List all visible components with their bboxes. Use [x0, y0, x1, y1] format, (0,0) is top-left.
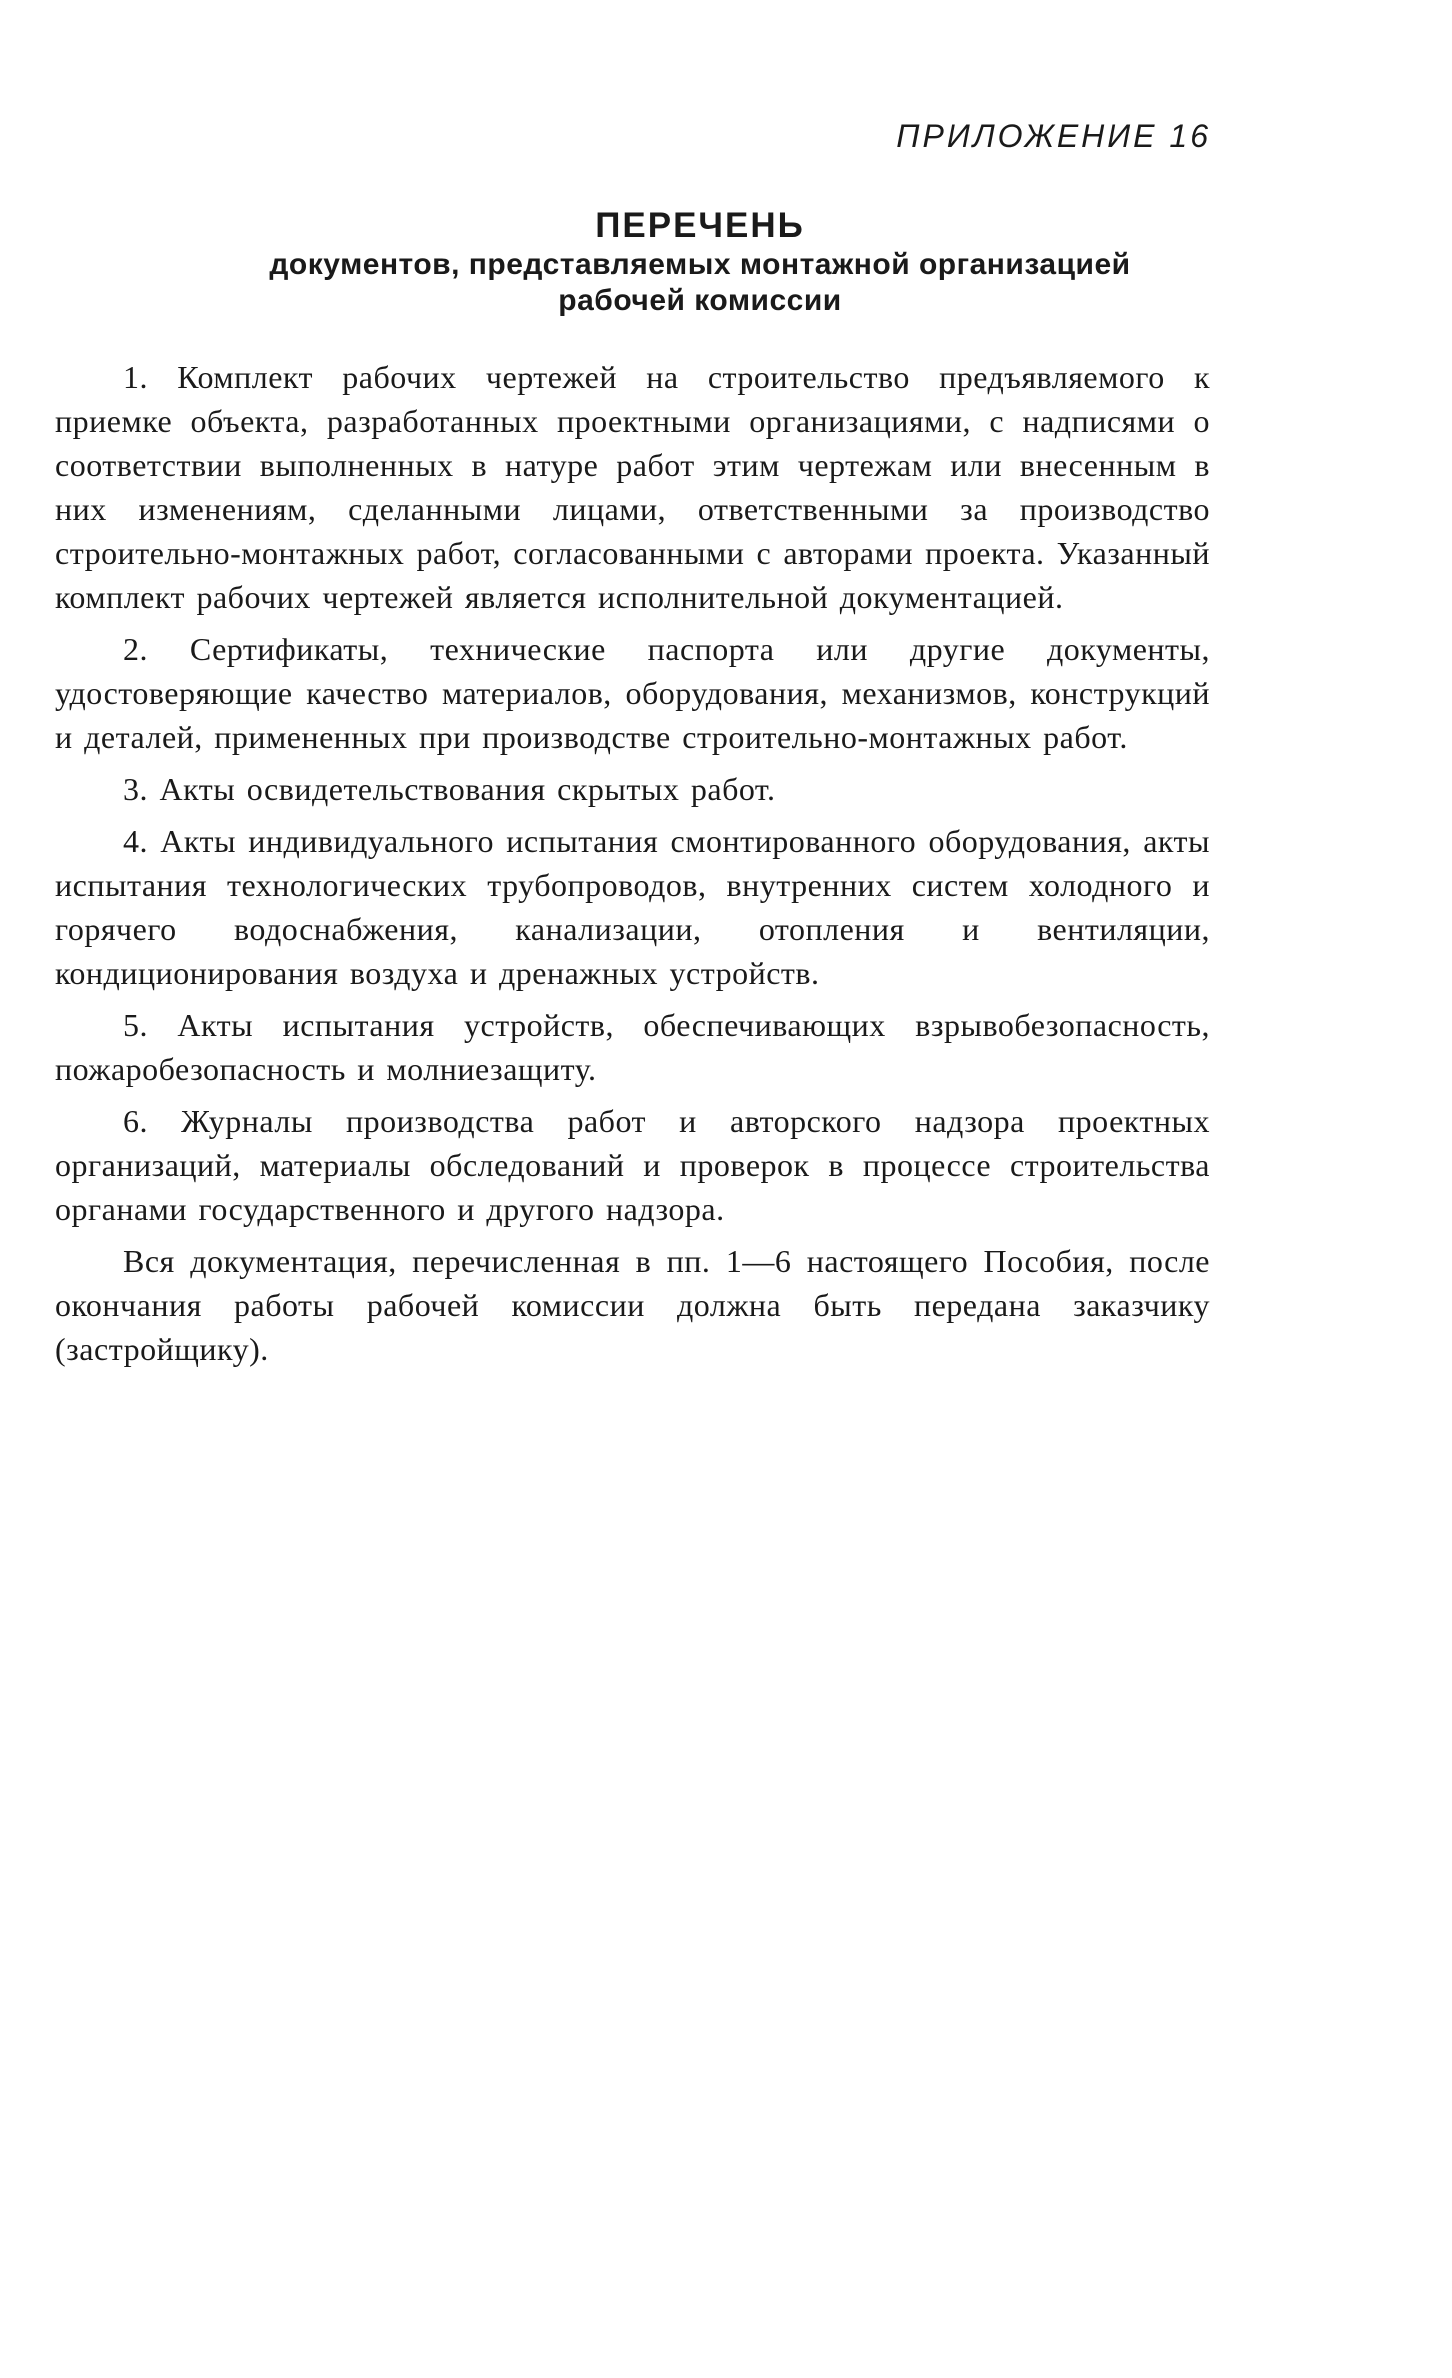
document-subtitle-line-1: документов, представляемых монтажной организацией: [269, 248, 1131, 281]
paragraph-item-4: 4. Акты индивидуального испытания смонтированного оборудования, акты испытания технологических трубопроводов, внутренних систем холодного и горячего водоснабжения, канализации, отопления и вентиляции, кондиционирования воздуха и дренажных устройств.: [55, 823, 1210, 991]
paragraph-item-5: 5. Акты испытания устройств, обеспечивающих взрывобезопасность, пожаробезопасность и молниезащиту.: [55, 1007, 1210, 1087]
title-block: [150, 205, 1250, 319]
paragraph-item-6: 6. Журналы производства работ и авторского надзора проектных организаций, материалы обследований и проверок в процессе строительства органами государственного и другого надзора.: [55, 1103, 1210, 1227]
paragraph-item-3: 3. Акты освидетельствования скрытых работ.: [123, 771, 776, 807]
document-body: [55, 355, 1210, 1379]
document-title: ПЕРЕЧЕНЬ: [595, 206, 805, 245]
paragraph-closing: Вся документация, перечисленная в пп. 1—6 настоящего Пособия, после окончания работы рабочей комиссии должна быть передана заказчику (застройщику).: [55, 1243, 1210, 1367]
document-subtitle-line-2: рабочей комиссии: [558, 284, 842, 317]
paragraph-item-1: 1. Комплект рабочих чертежей на строительство предъявляемого к приемке объекта, разработанных проектными организациями, с надписями о соответствии выполненных в натуре работ этим чертежам или внесенным в них изменениям, сделанными лицами, ответственными за производство строительно-монтажных работ, согласованными с авторами проекта. Указанный комплект рабочих чертежей является исполнительной документацией.: [55, 359, 1210, 615]
paragraph-item-2: 2. Сертификаты, технические паспорта или другие документы, удостоверяющие качество материалов, оборудования, механизмов, конструкций и деталей, примененных при производстве строительно-монтажных работ.: [55, 631, 1210, 755]
appendix-label: ПРИЛОЖЕНИЕ 16: [896, 118, 1211, 154]
